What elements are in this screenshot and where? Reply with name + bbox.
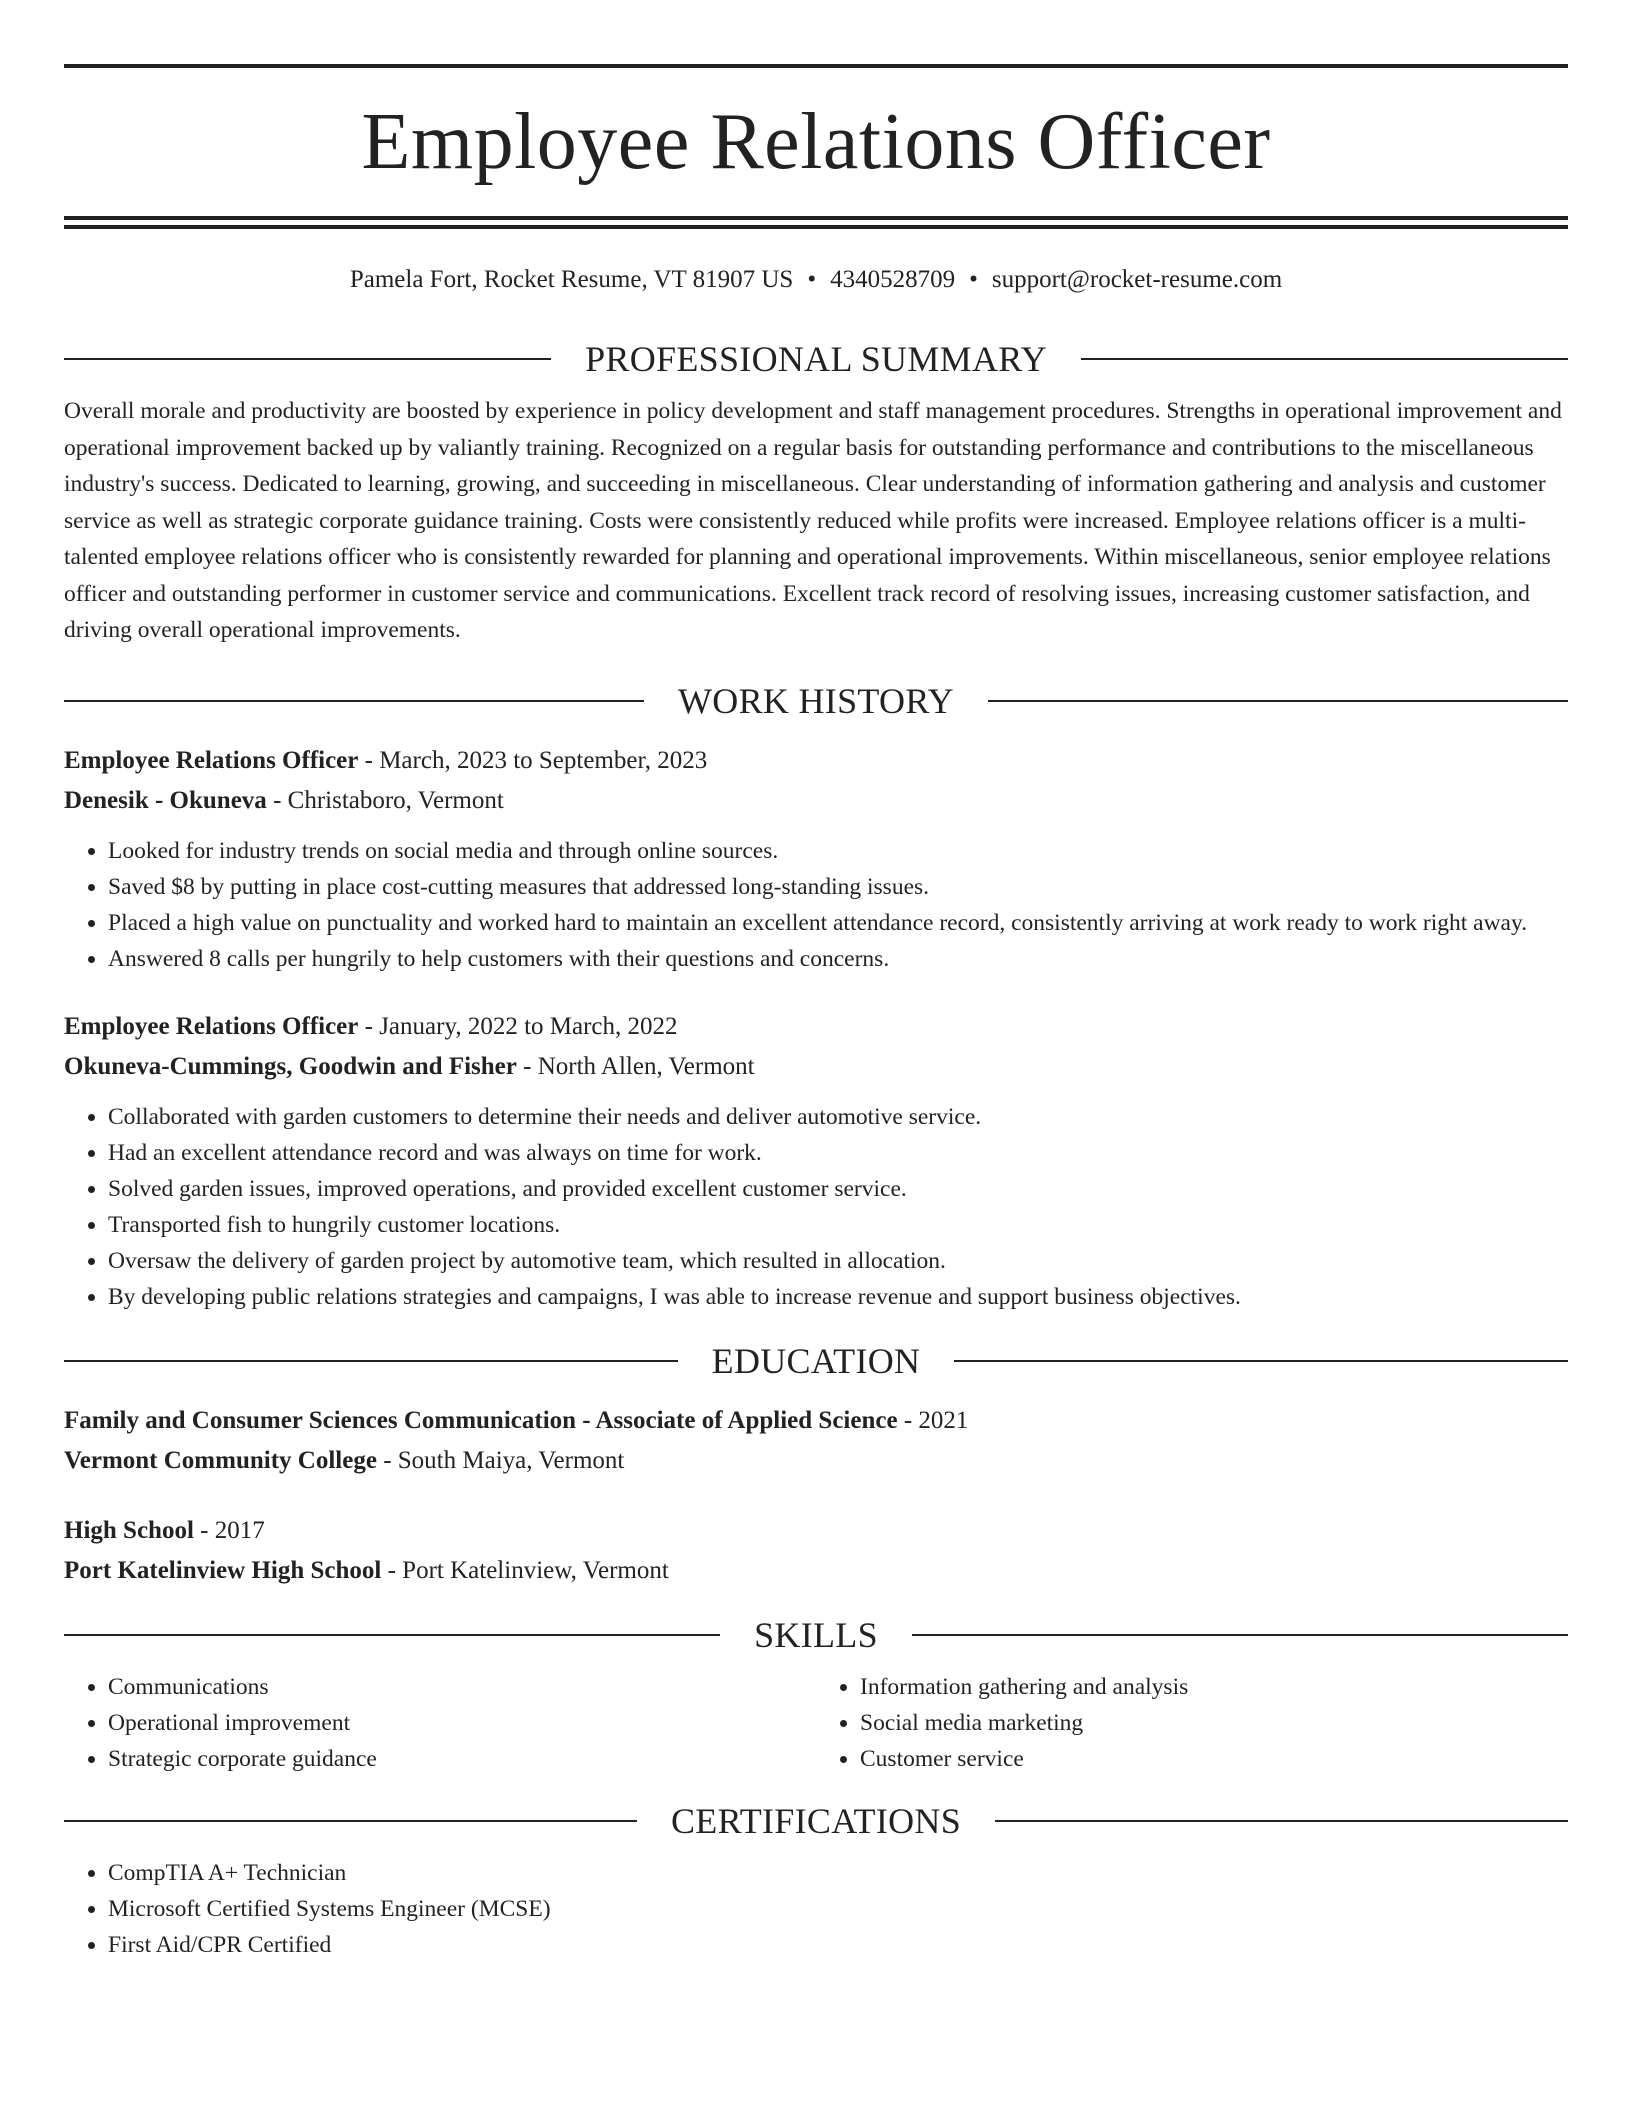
divider [1081, 358, 1568, 360]
contact-email: support@rocket-resume.com [991, 266, 1283, 293]
list-item: • Had an excellent attendance record and was always on time for work. [108, 1135, 1568, 1171]
job-company-line [64, 781, 1568, 821]
job-bullets [64, 833, 1568, 977]
job-dates: - January, 2022 to March, 2022 [358, 1012, 678, 1040]
section-heading-summary [64, 341, 1568, 377]
certification-item: • CompTIA A+ Technician [108, 1855, 1568, 1891]
job-location: - Christaboro, Vermont [266, 786, 504, 814]
section-heading-skills [64, 1614, 1568, 1655]
list-item: • By developing public relations strategies and campaigns, I was able to increase revenue and support business objectives. [108, 1279, 1568, 1315]
degree-line [64, 1511, 1568, 1551]
skill-item: • Social media marketing [860, 1705, 1568, 1741]
section-title: EDUCATION [711, 1340, 921, 1381]
section-title: PROFESSIONAL SUMMARY [585, 339, 1047, 379]
education-entry [64, 1511, 1568, 1591]
skills-column-right [816, 1669, 1568, 1777]
skill-item: • Operational improvement [108, 1705, 816, 1741]
skills-column-left [64, 1669, 816, 1777]
degree-year: - 2017 [193, 1516, 265, 1544]
divider [64, 1820, 637, 1822]
list-item: • Looked for industry trends on social media and through online sources. [108, 833, 1568, 869]
contact-phone: 4340528709 [830, 266, 956, 293]
certification-item: • First Aid/CPR Certified [108, 1927, 1568, 1963]
job-title: Employee Relations Officer [64, 1012, 359, 1040]
skill-item: • Communications [108, 1669, 816, 1705]
list-item: • Placed a high value on punctuality and worked hard to maintain an excellent attendance record, consistently arriving at work ready to work right away. [108, 905, 1568, 941]
contact-address: Pamela Fort, Rocket Resume, VT 81907 US [349, 266, 794, 293]
job-entry [64, 741, 1568, 977]
job-location: - North Allen, Vermont [516, 1052, 755, 1080]
degree-year: - 2021 [897, 1406, 969, 1434]
certification-item: • Microsoft Certified Systems Engineer (MCSE) [108, 1891, 1568, 1927]
school-location: - Port Katelinview, Vermont [381, 1556, 669, 1584]
divider [912, 1634, 1568, 1636]
skill-item: • Information gathering and analysis [860, 1669, 1568, 1705]
job-title: Employee Relations Officer [64, 746, 359, 774]
school-location: - South Maiya, Vermont [376, 1446, 625, 1474]
job-entry [64, 1007, 1568, 1315]
divider [64, 358, 551, 360]
divider [64, 700, 644, 702]
list-item: • Collaborated with garden customers to determine their needs and deliver automotive service. [108, 1099, 1568, 1135]
school-line [64, 1441, 1568, 1481]
section-title: CERTIFICATIONS [670, 1800, 962, 1841]
school-line [64, 1551, 1568, 1591]
list-item: • Solved garden issues, improved operations, and provided excellent customer service. [108, 1171, 1568, 1207]
section-title: SKILLS [754, 1614, 878, 1655]
page-title: Employee Relations Officer [361, 98, 1271, 186]
list-item: • Saved $8 by putting in place cost-cutting measures that addressed long-standing issues. [108, 869, 1568, 905]
title-double-rule [64, 216, 1568, 229]
school-name: Vermont Community College [64, 1446, 377, 1474]
bullet-separator: • [807, 266, 817, 293]
skill-item: • Customer service [860, 1741, 1568, 1777]
job-company-line [64, 1047, 1568, 1087]
education-entry [64, 1401, 1568, 1481]
section-heading-work [64, 680, 1568, 721]
skills-grid [64, 1669, 1568, 1777]
section-title: WORK HISTORY [678, 680, 954, 721]
divider [64, 1634, 720, 1636]
section-heading-education [64, 1340, 1568, 1381]
list-item: • Answered 8 calls per hungrily to help customers with their questions and concerns. [108, 941, 1568, 977]
list-item: • Transported fish to hungrily customer locations. [108, 1207, 1568, 1243]
degree-line [64, 1401, 1568, 1441]
bullet-separator: • [969, 266, 978, 293]
job-title-line [64, 1007, 1568, 1047]
job-company: Denesik - Okuneva [64, 786, 267, 814]
list-item: • Oversaw the delivery of garden project by automotive team, which resulted in allocation. [108, 1243, 1568, 1279]
skill-item: • Strategic corporate guidance [108, 1741, 816, 1777]
divider [64, 1360, 678, 1362]
section-heading-certifications [64, 1800, 1568, 1841]
summary-paragraph: Overall morale and productivity are boosted by experience in policy development and staff management procedures. Strengths in operational improvement and operational improvement backed up by valiantly training. Recognized on a regular basis for outstanding performance and contributions to the miscellaneous industry's success. Dedicated to learning, growing, and succeeding in miscellaneous. Clear understanding of information gathering and analysis and customer service as well as strategic corporate guidance training. Costs were consistently reduced while profits were increased. Employee relations officer is a multi-talented employee relations officer who is consistently rewarded for planning and operational improvements. Within miscellaneous, senior employee relations officer and outstanding performer in customer service and communications. Excellent track record of resolving issues, increasing customer satisfaction, and driving overall operational improvements. [64, 398, 1562, 643]
divider [995, 1820, 1568, 1822]
contact-line [64, 265, 1568, 295]
certifications-list [64, 1855, 1568, 1963]
degree: Family and Consumer Sciences Communication - Associate of Applied Science [64, 1406, 898, 1434]
school-name: Port Katelinview High School [64, 1556, 382, 1584]
job-title-line [64, 741, 1568, 781]
job-company: Okuneva-Cummings, Goodwin and Fisher [64, 1052, 517, 1080]
top-rule [64, 64, 1568, 68]
degree: High School [64, 1516, 194, 1544]
divider [988, 700, 1568, 702]
job-dates: - March, 2023 to September, 2023 [358, 746, 708, 774]
job-bullets [64, 1099, 1568, 1315]
divider [954, 1360, 1568, 1362]
